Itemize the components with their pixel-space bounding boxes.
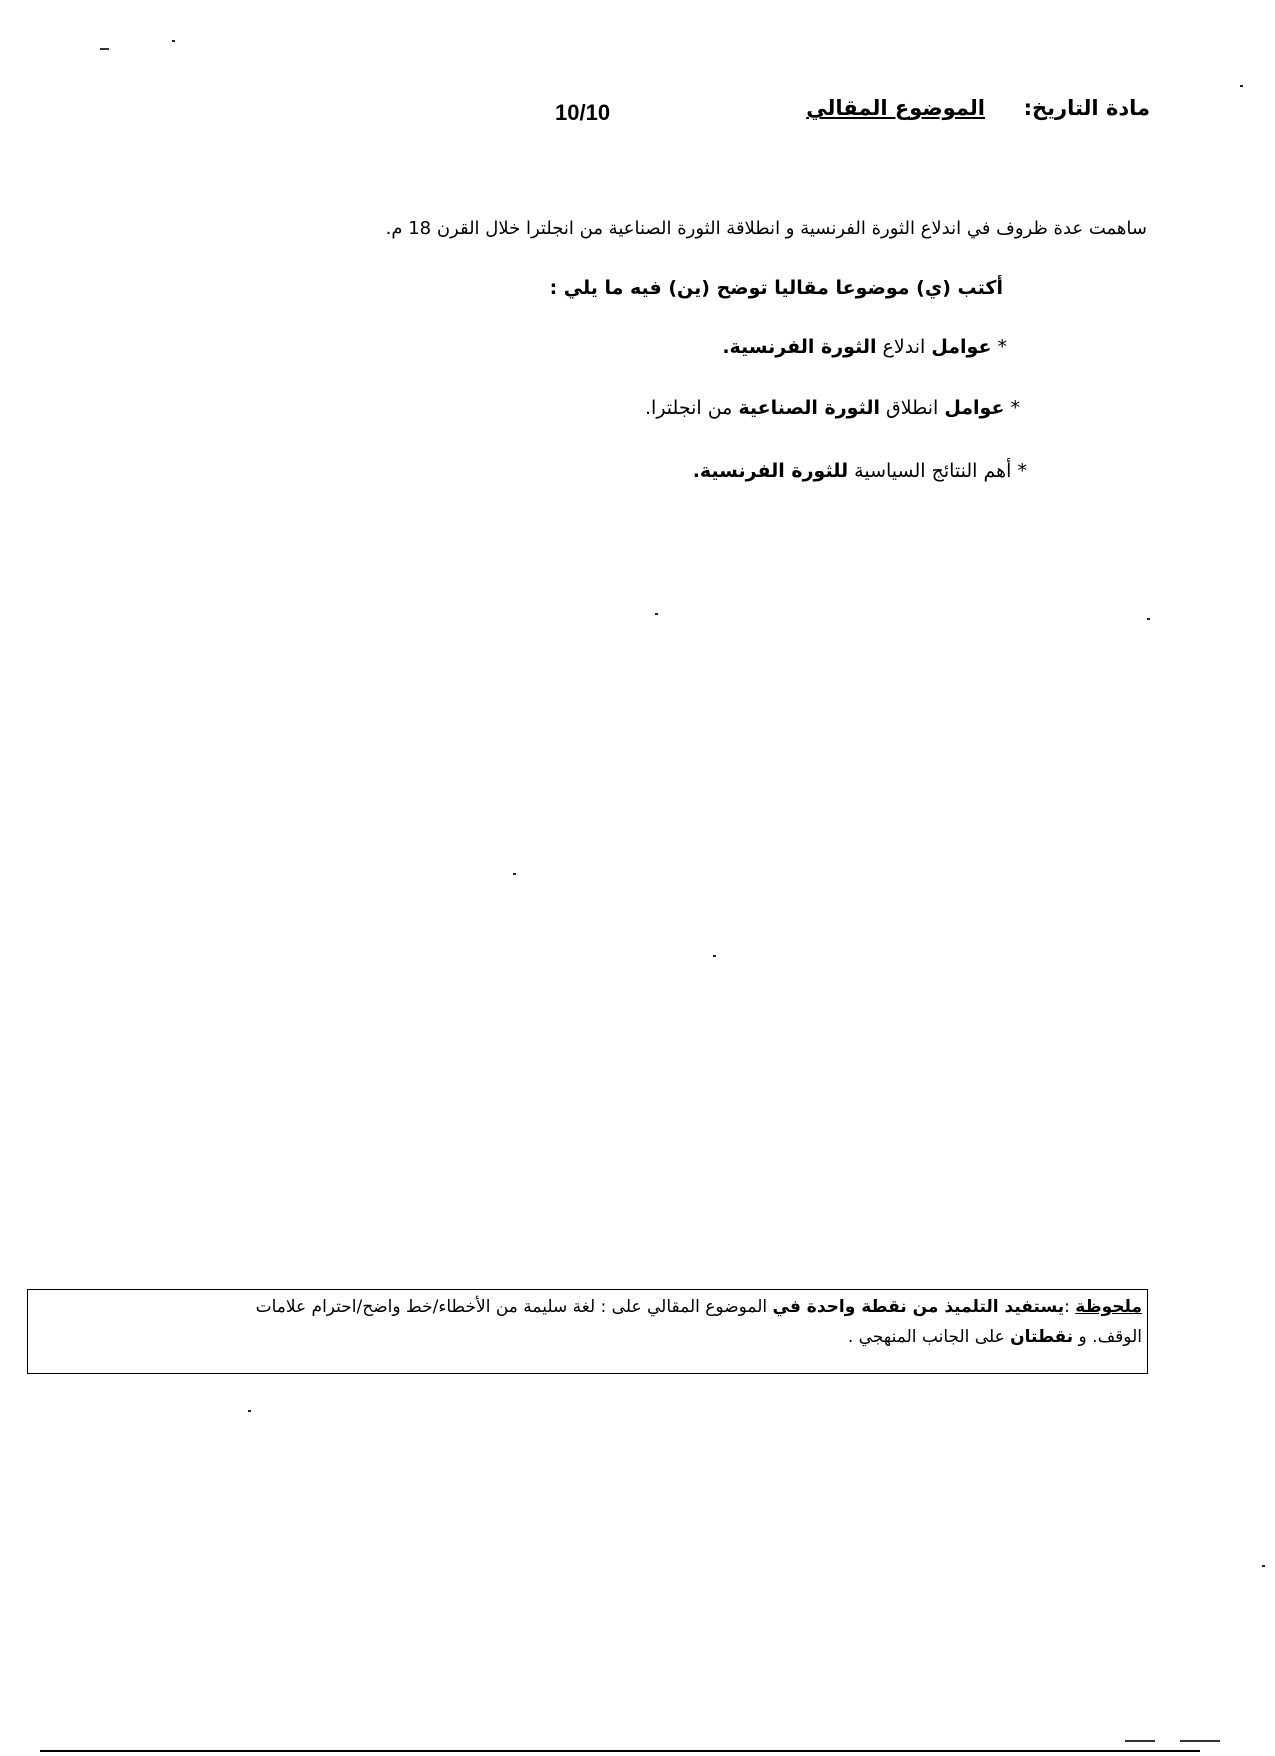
note-colon: : xyxy=(1064,1297,1076,1317)
scan-dash xyxy=(1125,1740,1155,1742)
scan-speck xyxy=(1147,618,1150,620)
question-item-2 xyxy=(645,397,1020,419)
exam-type-title: الموضوع المقالي xyxy=(806,96,985,120)
subject-label: مادة التاريخ: xyxy=(1023,96,1150,120)
item-bullet: * xyxy=(1010,397,1020,419)
item-bullet: * xyxy=(997,336,1007,358)
item-keyword: عوامل xyxy=(931,336,992,358)
item-keyword-2: الثورة الفرنسية. xyxy=(722,336,877,358)
scan-speck xyxy=(1240,85,1243,87)
scan-dash xyxy=(1180,1740,1220,1742)
question-instruction: أكتب (ي) موضوعا مقاليا توضح (ين) فيه ما يلي : xyxy=(549,277,1003,299)
item-keyword-2: للثورة الفرنسية. xyxy=(692,460,849,482)
question-item-3 xyxy=(693,460,1027,482)
scan-speck xyxy=(513,873,516,875)
item-keyword: أهم xyxy=(983,460,1012,482)
scan-speck xyxy=(655,613,658,615)
page-bottom-line xyxy=(40,1750,1200,1752)
item-text: النتائج السياسية xyxy=(848,460,984,482)
item-text: انطلاق xyxy=(880,397,945,419)
note-line-1 xyxy=(256,1297,1142,1317)
item-keyword: عوامل xyxy=(944,397,1005,419)
note-text: الموضوع المقالي على : لغة سليمة من الأخطاء/خط واضح/احترام علامات xyxy=(255,1297,773,1317)
note-label: ملحوظة xyxy=(1075,1297,1142,1317)
item-bullet: * xyxy=(1017,460,1027,482)
question-intro: ساهمت عدة ظروف في اندلاع الثورة الفرنسية و انطلاقة الثورة الصناعية من انجلترا خلال القرن 18 م. xyxy=(385,218,1147,239)
note-bold-text: يستفيد التلميذ من نقطة واحدة في xyxy=(772,1297,1065,1317)
scan-speck xyxy=(1262,1565,1265,1567)
note-line-2 xyxy=(848,1327,1142,1347)
scan-speck xyxy=(713,955,716,957)
note-text-start: الوقف. و xyxy=(1073,1327,1142,1347)
scan-speck xyxy=(100,48,109,50)
note-text-end: على الجانب المنهجي . xyxy=(847,1327,1011,1347)
item-text: اندلاع xyxy=(876,336,932,358)
scan-speck xyxy=(248,1410,251,1412)
item-keyword-2: الثورة الصناعية xyxy=(738,397,880,419)
scan-speck xyxy=(172,40,175,42)
note-bold-points: نقطتان xyxy=(1010,1327,1074,1347)
question-item-1 xyxy=(722,336,1007,358)
grade-total: 10/10 xyxy=(555,100,611,125)
item-text-2: من انجلترا. xyxy=(645,397,739,419)
